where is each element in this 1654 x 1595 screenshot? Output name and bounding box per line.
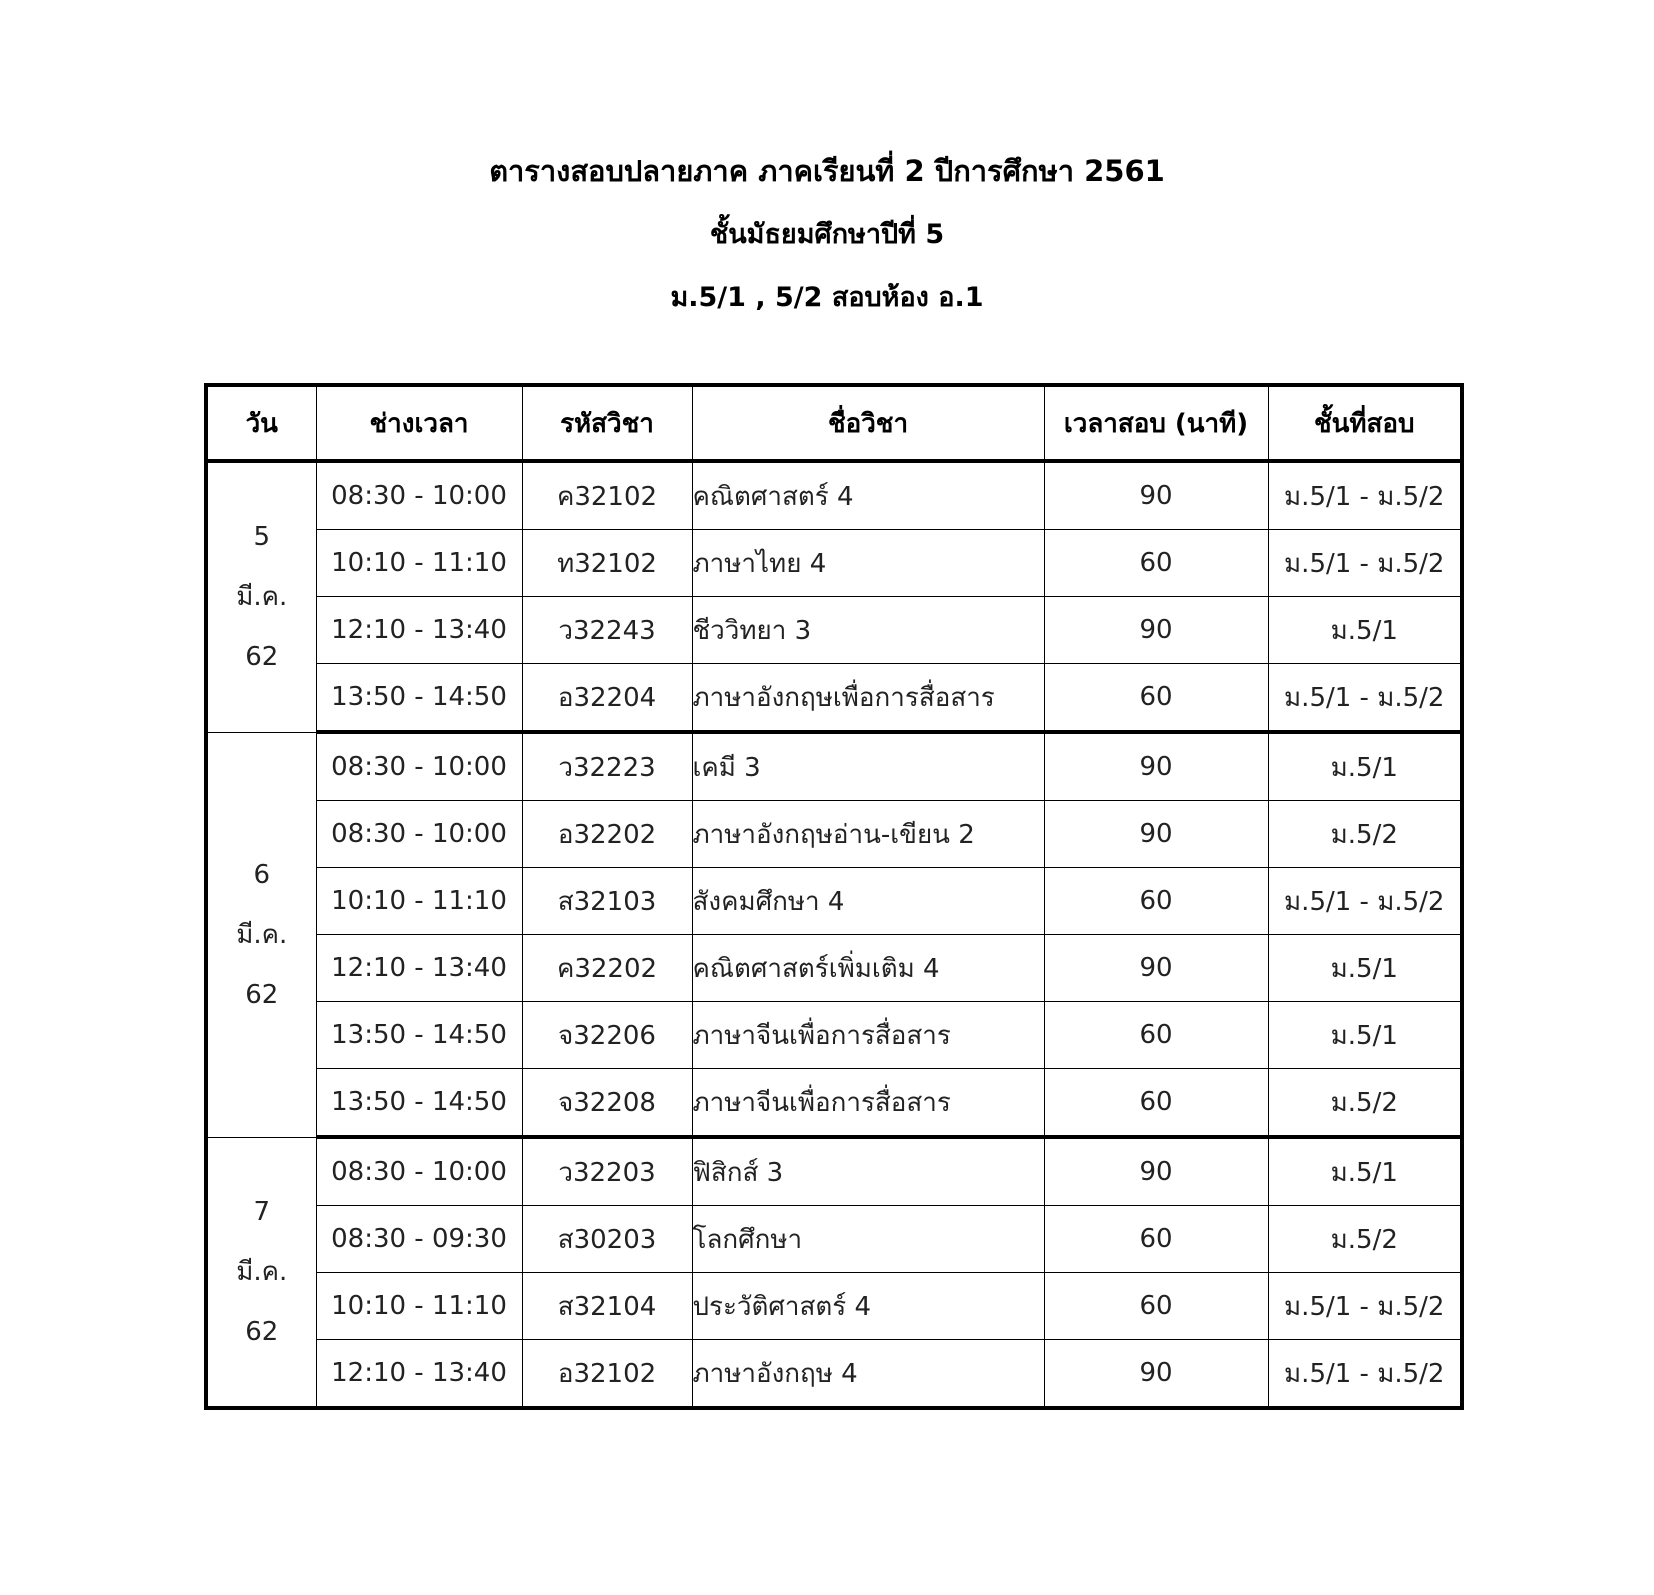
subject-name-cell: คณิตศาสตร์เพิ่มเติม 4	[692, 935, 1044, 1002]
table-body	[206, 461, 1462, 1408]
page-title: ตารางสอบปลายภาค ภาคเรียนที่ 2 ปีการศึกษา 2561	[489, 154, 1165, 188]
code-cell: จ32206	[522, 1002, 692, 1069]
table-row	[206, 1137, 1462, 1206]
code-cell: ค32202	[522, 935, 692, 1002]
table-header-row	[206, 385, 1462, 461]
class-cell: ม.5/1 - ม.5/2	[1268, 1273, 1462, 1340]
header-name: ชื่อวิชา	[692, 385, 1044, 461]
time-cell: 12:10 - 13:40	[316, 597, 522, 664]
time-cell: 10:10 - 11:10	[316, 530, 522, 597]
table-row	[206, 935, 1462, 1002]
time-cell: 08:30 - 09:30	[316, 1206, 522, 1273]
time-cell: 13:50 - 14:50	[316, 1002, 522, 1069]
code-cell: ค32102	[522, 461, 692, 530]
day-cell	[206, 732, 316, 1137]
duration-cell: 90	[1044, 801, 1268, 868]
class-cell: ม.5/1	[1268, 935, 1462, 1002]
class-cell: ม.5/1	[1268, 597, 1462, 664]
subject-name-cell: สังคมศึกษา 4	[692, 868, 1044, 935]
class-cell: ม.5/1 - ม.5/2	[1268, 664, 1462, 733]
day-cell	[206, 461, 316, 732]
duration-cell: 90	[1044, 1340, 1268, 1409]
time-cell: 10:10 - 11:10	[316, 868, 522, 935]
table-row	[206, 530, 1462, 597]
subject-name-cell: ฟิสิกส์ 3	[692, 1137, 1044, 1206]
exam-room-line: ม.5/1 , 5/2 สอบห้อง อ.1	[670, 282, 984, 313]
header-code: รหัสวิชา	[522, 385, 692, 461]
code-cell: อ32102	[522, 1340, 692, 1409]
code-cell: ว32223	[522, 732, 692, 801]
class-cell: ม.5/1	[1268, 732, 1462, 801]
day-month: มี.ค.	[236, 919, 288, 950]
time-cell: 12:10 - 13:40	[316, 1340, 522, 1409]
table-row	[206, 461, 1462, 530]
table-row	[206, 1206, 1462, 1273]
code-cell: ว32203	[522, 1137, 692, 1206]
time-cell: 13:50 - 14:50	[316, 664, 522, 733]
table-row	[206, 1340, 1462, 1409]
table-row	[206, 868, 1462, 935]
day-day: 6	[253, 859, 271, 890]
class-cell: ม.5/1 - ม.5/2	[1268, 530, 1462, 597]
subject-name-cell: ประวัติศาสตร์ 4	[692, 1273, 1044, 1340]
time-cell: 12:10 - 13:40	[316, 935, 522, 1002]
code-cell: ท32102	[522, 530, 692, 597]
day-day: 7	[253, 1196, 271, 1227]
time-cell: 08:30 - 10:00	[316, 461, 522, 530]
class-cell: ม.5/1	[1268, 1137, 1462, 1206]
duration-cell: 90	[1044, 461, 1268, 530]
day-year: 62	[245, 1316, 279, 1347]
day-year: 62	[245, 979, 279, 1010]
duration-cell: 60	[1044, 1002, 1268, 1069]
duration-cell: 90	[1044, 597, 1268, 664]
header-class: ชั้นที่สอบ	[1268, 385, 1462, 461]
code-cell: จ32208	[522, 1069, 692, 1138]
table-row	[206, 1069, 1462, 1138]
time-cell: 10:10 - 11:10	[316, 1273, 522, 1340]
class-cell: ม.5/1 - ม.5/2	[1268, 868, 1462, 935]
table-row	[206, 732, 1462, 801]
duration-cell: 60	[1044, 1273, 1268, 1340]
class-cell: ม.5/2	[1268, 1069, 1462, 1138]
code-cell: อ32202	[522, 801, 692, 868]
duration-cell: 60	[1044, 1206, 1268, 1273]
subject-name-cell: ชีววิทยา 3	[692, 597, 1044, 664]
code-cell: ส30203	[522, 1206, 692, 1273]
subject-name-cell: ภาษาไทย 4	[692, 530, 1044, 597]
class-cell: ม.5/1 - ม.5/2	[1268, 461, 1462, 530]
header-time: ช่างเวลา	[316, 385, 522, 461]
table-row	[206, 664, 1462, 733]
class-cell: ม.5/1	[1268, 1002, 1462, 1069]
day-month: มี.ค.	[236, 582, 288, 613]
duration-cell: 60	[1044, 868, 1268, 935]
class-cell: ม.5/2	[1268, 801, 1462, 868]
duration-cell: 90	[1044, 732, 1268, 801]
subject-name-cell: ภาษาจีนเพื่อการสื่อสาร	[692, 1002, 1044, 1069]
table-row	[206, 1273, 1462, 1340]
class-cell: ม.5/1 - ม.5/2	[1268, 1340, 1462, 1409]
exam-schedule-table	[204, 383, 1464, 1410]
day-year: 62	[245, 642, 279, 673]
duration-cell: 60	[1044, 664, 1268, 733]
day-cell	[206, 1137, 316, 1408]
table-row	[206, 801, 1462, 868]
header-duration: เวลาสอบ (นาที)	[1044, 385, 1268, 461]
header-day: วัน	[206, 385, 316, 461]
duration-cell: 90	[1044, 1137, 1268, 1206]
table-row	[206, 1002, 1462, 1069]
subject-name-cell: ภาษาอังกฤษ 4	[692, 1340, 1044, 1409]
subject-name-cell: ภาษาอังกฤษอ่าน-เขียน 2	[692, 801, 1044, 868]
subject-name-cell: ภาษาจีนเพื่อการสื่อสาร	[692, 1069, 1044, 1138]
table-row	[206, 597, 1462, 664]
time-cell: 13:50 - 14:50	[316, 1069, 522, 1138]
duration-cell: 60	[1044, 530, 1268, 597]
code-cell: ส32104	[522, 1273, 692, 1340]
time-cell: 08:30 - 10:00	[316, 732, 522, 801]
code-cell: อ32204	[522, 664, 692, 733]
time-cell: 08:30 - 10:00	[316, 801, 522, 868]
class-cell: ม.5/2	[1268, 1206, 1462, 1273]
subject-name-cell: คณิตศาสตร์ 4	[692, 461, 1044, 530]
time-cell: 08:30 - 10:00	[316, 1137, 522, 1206]
day-day: 5	[253, 522, 271, 553]
day-month: มี.ค.	[236, 1256, 288, 1287]
duration-cell: 60	[1044, 1069, 1268, 1138]
code-cell: ส32103	[522, 868, 692, 935]
duration-cell: 90	[1044, 935, 1268, 1002]
subject-name-cell: ภาษาอังกฤษเพื่อการสื่อสาร	[692, 664, 1044, 733]
page-subtitle: ชั้นมัธยมศึกษาปีที่ 5	[709, 219, 945, 250]
subject-name-cell: โลกศึกษา	[692, 1206, 1044, 1273]
subject-name-cell: เคมี 3	[692, 732, 1044, 801]
code-cell: ว32243	[522, 597, 692, 664]
